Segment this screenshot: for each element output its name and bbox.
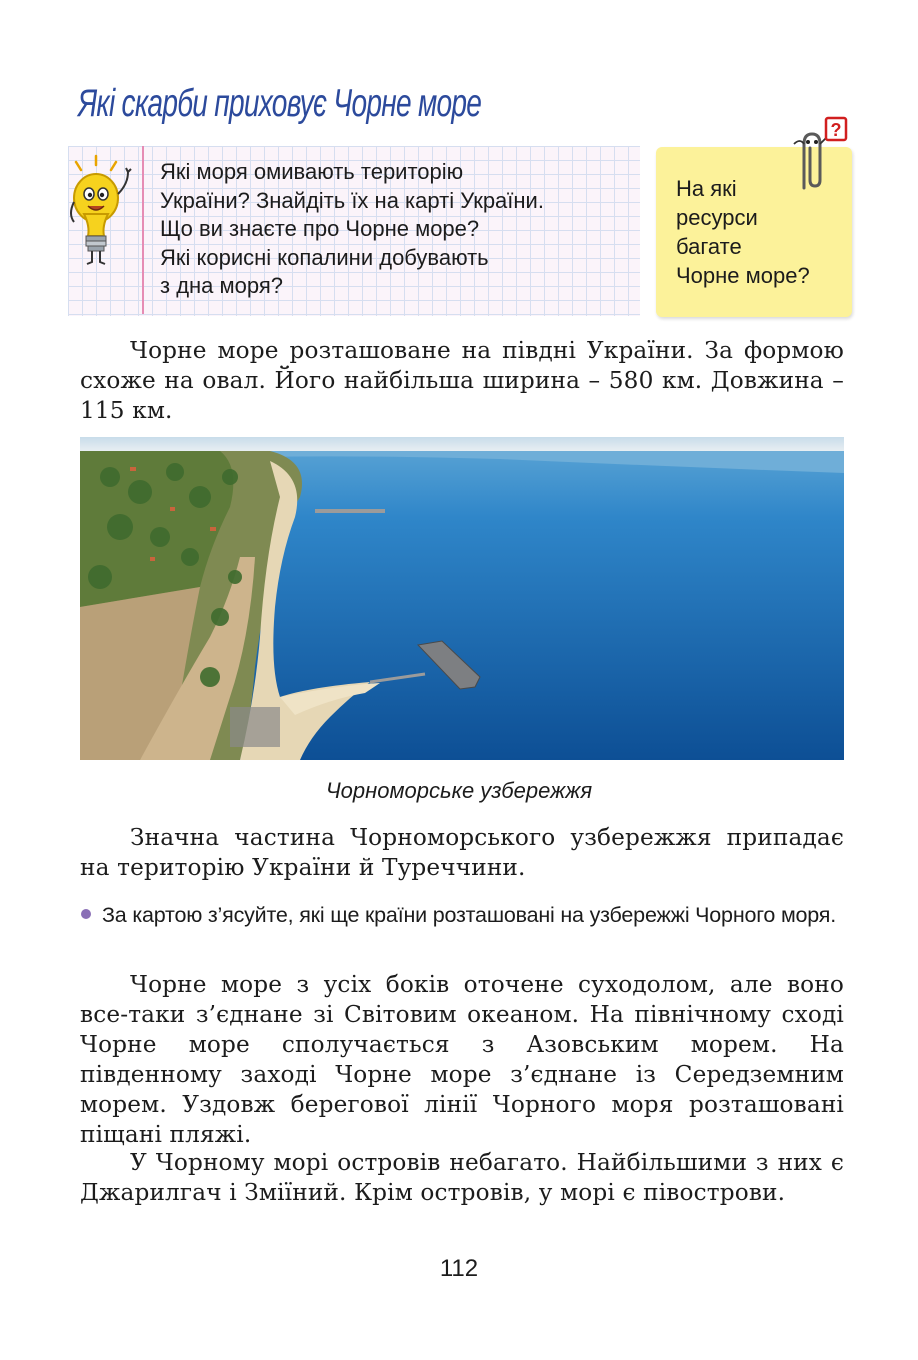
questions-divider — [142, 146, 144, 314]
task-text: За картою з’ясуйте, які ще країни розташовані на узбережжі Чорного моря. — [102, 903, 837, 927]
sticky-line: На які — [676, 176, 737, 201]
lightbulb-icon — [66, 154, 136, 270]
question-line: України? Знайдіть їх на карті України. — [160, 187, 544, 213]
question-line: Які моря омивають територію — [160, 159, 464, 184]
paragraph-islands: У Чорному морі островів небагато. Найбільшими з них є Джарилгач і Зміїний. Крім островів, у морі є півострови. — [80, 1149, 844, 1206]
question-line: з дна моря? — [160, 273, 284, 298]
question-line: Які корисні копалини добувають — [160, 244, 489, 270]
sticky-line: ресурси — [676, 205, 758, 230]
paragraph-coast: Значна частина Чорноморського узбережжя припадає на територію України й Туреччини. — [80, 824, 844, 881]
sticky-line: багате — [676, 234, 742, 259]
page-number: 112 — [439, 1255, 479, 1282]
question-line: Що ви знаєте про Чорне море? — [160, 216, 480, 241]
questions-text — [160, 158, 640, 301]
svg-text:?: ? — [830, 120, 842, 140]
coastline-photo — [80, 437, 844, 760]
sticky-line: Чорне море? — [676, 263, 810, 288]
page-title: Які скарби приховує Чорне море — [78, 82, 482, 125]
paragraph-ocean: Чорне море з усіх боків оточене суходолом, але воно все-таки з’єднане зі Світовим океаном. На північному сході Чорне море сполучається з Азовським морем. На південному заході Чорне море з’єднане із Середземним морем. Уздовж берегової лінії Чорного моря розташовані піщані пляжі. — [80, 971, 844, 1148]
paragraph-intro: Чорне море розташоване на півдні України. За формою схоже на овал. Його найбільша ширина – 580 км. Довжина – 115 км. — [80, 337, 844, 424]
sticky-note-text — [676, 174, 848, 290]
photo-caption: Чорноморське узбережжя — [325, 778, 593, 803]
task-bullet — [81, 909, 91, 919]
